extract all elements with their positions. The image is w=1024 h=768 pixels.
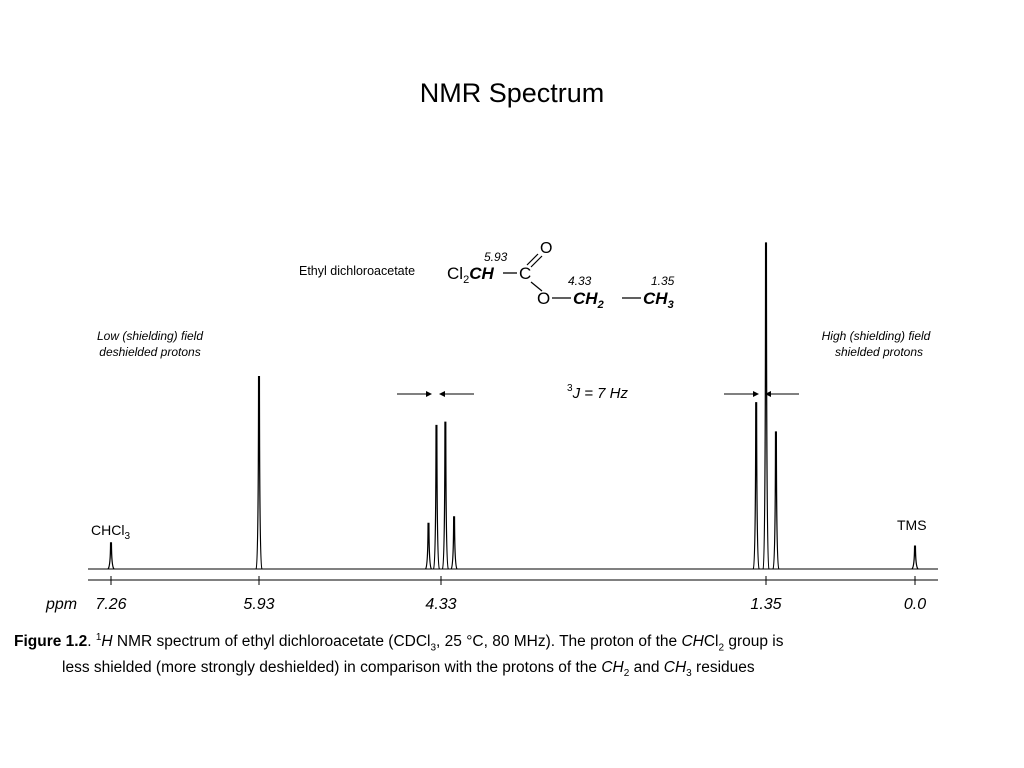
peak-ch2-2 — [425, 523, 431, 569]
peak-tms-9 — [912, 546, 918, 569]
coupling-arrows-ch2 — [397, 391, 474, 397]
double-bond-b — [531, 256, 542, 267]
deshielded-label: deshielded protons — [99, 345, 201, 359]
x-tick-label-4: 0.0 — [903, 596, 927, 613]
carbonyl-carbon: C — [519, 264, 532, 283]
figure-caption — [14, 628, 1014, 684]
caption-line-1: Figure 1.2. $^1$H NMR spectrum of ethyl dichloroacetate (CDCl$_3$, 25 °C, 80 MHz). The proton of the CHCl$_2$ group is — [14, 632, 784, 654]
x-tick-label-1: 5.93 — [243, 596, 275, 613]
shift-label-ch: 5.93 — [484, 250, 508, 264]
x-tick-label-0: 7.26 — [95, 596, 127, 613]
peak-ch3-8 — [773, 432, 779, 569]
shielded-label: shielded protons — [834, 345, 924, 359]
peak-chcl2-1 — [256, 377, 262, 569]
tms-label: TMS — [897, 517, 927, 533]
peak-ch3-7 — [763, 243, 769, 569]
ether-oxygen: O — [537, 289, 551, 308]
peak-ch2-4 — [442, 422, 448, 569]
peak-chcl3-0 — [108, 543, 114, 569]
chcl3-label: CHCl$_3$ — [91, 522, 131, 542]
double-bond-a — [527, 254, 538, 265]
ch2-group: $CH_2$ — [573, 289, 604, 311]
molecule-structure — [299, 240, 675, 311]
carbonyl-oxygen: O — [540, 240, 553, 257]
cl2-group: $Cl_2CH$ — [447, 264, 494, 286]
high-field-label: High (shielding) field — [821, 329, 931, 343]
x-tick-label-3: 1.35 — [750, 596, 782, 613]
shift-label-ch2: 4.33 — [568, 274, 592, 288]
x-axis-title: ppm — [46, 596, 78, 613]
shift-label-ch3: 1.35 — [651, 274, 675, 288]
coupling-constant: $^3$J = 7 Hz — [567, 383, 628, 402]
ticks-layer — [95, 576, 926, 613]
x-tick-label-2: 4.33 — [425, 596, 457, 613]
compound-name: Ethyl dichloroacetate — [299, 264, 416, 278]
caption-line-2: less shielded (more strongly deshielded) in comparison with the protons of the $CH_2$ and $CH_3$ residues — [62, 659, 755, 680]
ch3-group: $CH_3$ — [643, 289, 674, 311]
peak-ch3-6 — [753, 403, 759, 569]
peak-ch2-3 — [433, 426, 439, 569]
slide-title: NMR Spectrum — [419, 78, 605, 108]
peak-ch2-5 — [451, 517, 457, 569]
coupling-arrows-ch3 — [724, 391, 799, 397]
low-field-label: Low (shielding) field — [96, 329, 204, 343]
peaks-layer — [108, 243, 918, 569]
